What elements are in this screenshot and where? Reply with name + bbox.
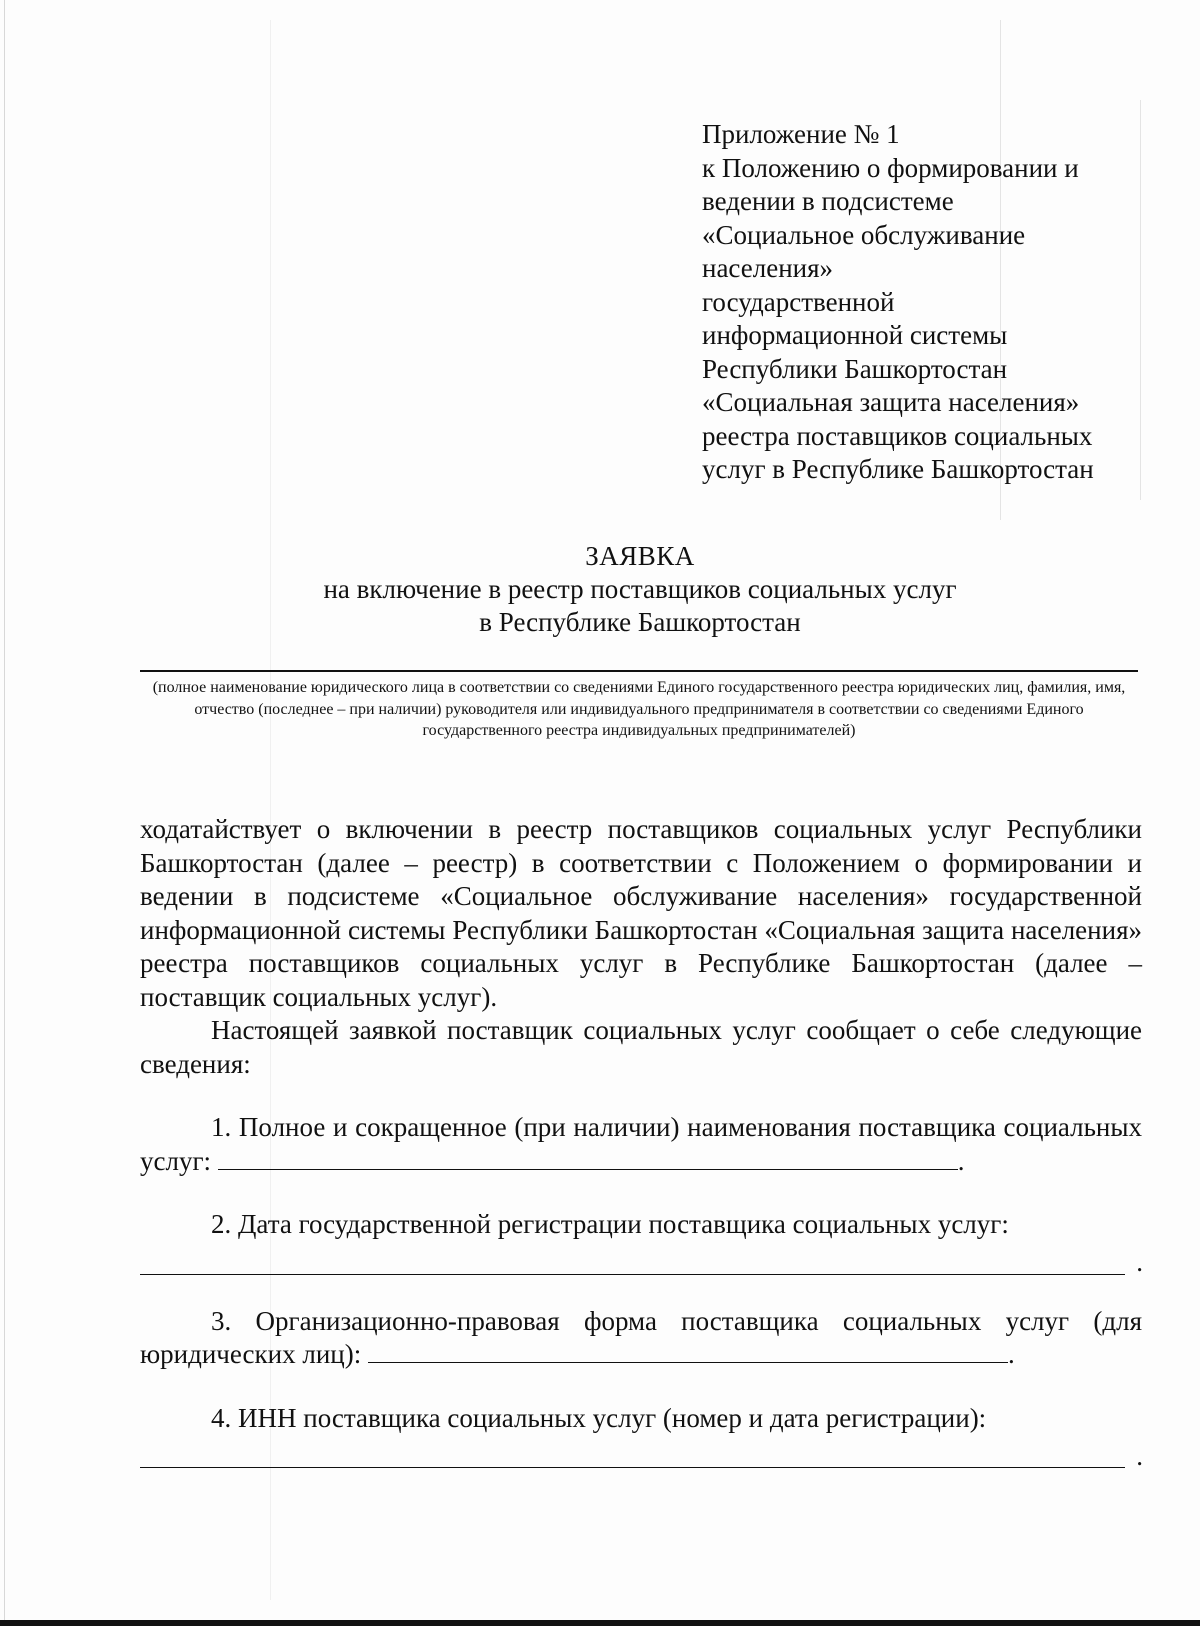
item-4 xyxy=(140,1402,1142,1436)
intro-paragraph: Настоящей заявкой поставщик социальных услуг сообщает о себе следующие сведения: xyxy=(140,1015,1142,1079)
item-4-fill-line[interactable] xyxy=(140,1435,1143,1471)
appendix-line: услуг в Республике Башкортостан xyxy=(702,454,1094,484)
appendix-line: Республики Башкортостан xyxy=(702,353,1008,384)
appendix-line: государственной xyxy=(702,286,895,317)
appendix-line: ведении в подсистеме xyxy=(702,186,954,216)
scan-edge xyxy=(0,1620,1200,1626)
item-1-label: 1. Полное и сокращенное (при наличии) наименования поставщика социальных услуг: xyxy=(140,1112,1142,1176)
item-3-fill-line[interactable] xyxy=(368,1338,1008,1363)
appendix-reference xyxy=(702,118,1172,487)
document-title: ЗАЯВКА xyxy=(585,541,695,571)
item-3 xyxy=(140,1305,1142,1372)
item-1 xyxy=(140,1111,1142,1178)
item-4-terminator: . xyxy=(1136,1440,1143,1471)
appendix-line: к Положению о формировании и xyxy=(702,152,1079,183)
applicant-name-caption: (полное наименование юридического лица в соответствии со сведениями Единого государственного реестра юридических лиц, фамилия, имя, отчество (последнее – при наличии) руководителя или индивидуального предпринимателя в соответствии со сведениями Единого государственного реестра индивидуальных предпринимателей) xyxy=(152,679,1126,739)
item-1-fill-line[interactable] xyxy=(218,1145,958,1170)
document-subtitle: на включение в реестр поставщиков социальных услуг xyxy=(323,574,957,604)
item-1-terminator: . xyxy=(957,1145,965,1176)
item-4-label: 4. ИНН поставщика социальных услуг (номер и дата регистрации): xyxy=(211,1402,987,1433)
appendix-line: информационной системы xyxy=(702,320,1008,350)
application-body xyxy=(140,813,1143,1471)
appendix-line: реестра поставщиков социальных xyxy=(702,420,1093,451)
applicant-name-field-line[interactable] xyxy=(140,670,1138,672)
item-2-fill-line[interactable] xyxy=(140,1242,1143,1277)
petition-paragraph: ходатайствует о включении в реестр поставщиков социальных услуг Республики Башкортостан (далее – реестр) в соответствии с Положением о формировании и ведении в подсистеме «Социальное обслуживание населения» государственной информационной системы Республики Башкортостан «Социальная защита населения» реестра поставщиков социальных услуг в Республике Башкортостан (далее – поставщик социальных услуг). xyxy=(140,814,1142,1012)
item-2-terminator: . xyxy=(1136,1247,1143,1277)
appendix-line: «Социальное обслуживание xyxy=(702,219,1026,250)
appendix-line: «Социальная защита населения» xyxy=(702,387,1080,417)
item-2 xyxy=(140,1208,1142,1242)
item-3-label: 3. Организационно-правовая форма поставщика социальных услуг (для юридических лиц): xyxy=(140,1305,1142,1369)
item-3-terminator: . xyxy=(1007,1339,1015,1369)
scan-artifact xyxy=(4,0,5,1626)
appendix-line: Приложение № 1 xyxy=(702,119,900,149)
appendix-line: населения» xyxy=(702,253,834,283)
document-subtitle: в Республике Башкортостан xyxy=(479,607,801,637)
item-2-label: 2. Дата государственной регистрации поставщика социальных услуг: xyxy=(211,1209,1009,1239)
document-heading xyxy=(0,540,1200,639)
